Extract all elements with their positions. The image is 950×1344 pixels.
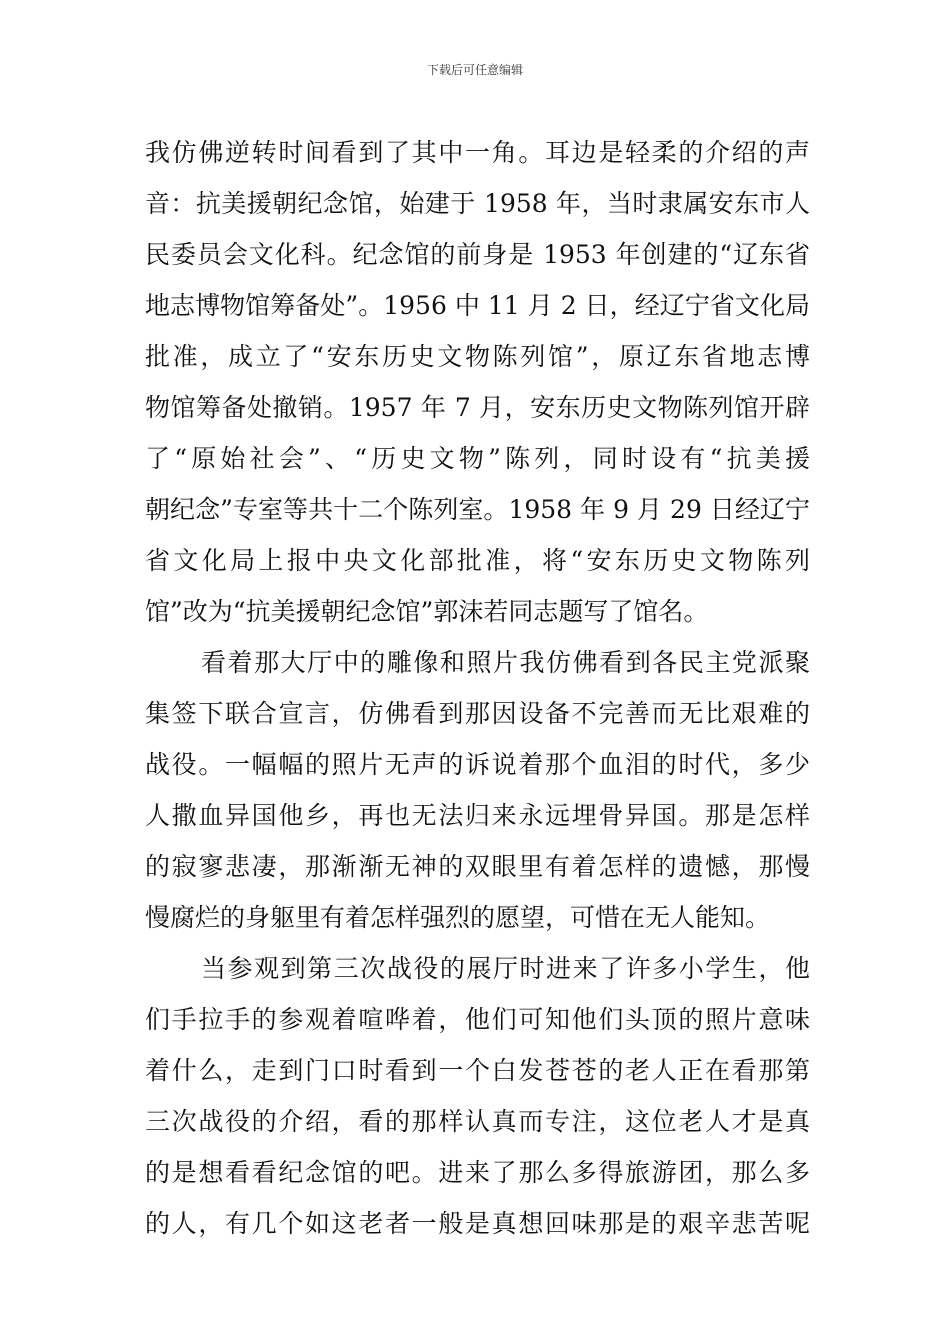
text-line: 我仿佛逆转时间看到了其中一角。耳边是轻柔的介绍的声: [145, 138, 810, 167]
document-body: [145, 127, 810, 1249]
text-line: 馆”改为“抗美援朝纪念馆”郭沫若同志题写了馆名。: [145, 597, 709, 626]
text-line: 战役。一幅幅的照片无声的诉说着那个血泪的时代，多少: [145, 750, 810, 779]
text-line: 省文化局上报中央文化部批准，将“安东历史文物陈列: [145, 546, 810, 575]
text-line: 的人，有几个如这老者一般是真想回味那是的艰辛悲苦呢: [145, 1209, 810, 1238]
text-line: 着什么，走到门口时看到一个白发苍苍的老人正在看那第: [145, 1056, 810, 1085]
text-line: 物馆筹备处撤销。1957 年 7 月，安东历史文物陈列馆开辟: [145, 393, 810, 422]
text-line: 当参观到第三次战役的展厅时进来了许多小学生，他: [201, 954, 810, 983]
text-line: 的是想看看纪念馆的吧。进来了那么多得旅游团，那么多: [145, 1158, 810, 1187]
text-line: 地志博物馆筹备处”。1956 中 11 月 2 日，经辽宁省文化局: [145, 291, 810, 320]
text-line: 朝纪念”专室等共十二个陈列室。1958 年 9 月 29 日经辽宁: [145, 495, 810, 524]
text-line: 的寂寥悲凄，那渐渐无神的双眼里有着怎样的遗憾，那慢: [145, 852, 810, 881]
paragraph-3: [145, 943, 810, 1249]
text-line: 慢腐烂的身躯里有着怎样强烈的愿望，可惜在无人能知。: [145, 903, 771, 932]
text-line: 音：抗美援朝纪念馆，始建于 1958 年，当时隶属安东市人: [145, 189, 810, 218]
text-line: 三次战役的介绍，看的那样认真而专注，这位老人才是真: [145, 1107, 810, 1136]
paragraph-2: [145, 637, 810, 943]
text-line: 集签下联合宣言，仿佛看到那因设备不完善而无比艰难的: [145, 699, 810, 728]
text-line: 民委员会文化科。纪念馆的前身是 1953 年创建的“辽东省: [145, 240, 810, 269]
text-line: 了“原始社会”、“历史文物”陈列，同时设有“抗美援: [145, 444, 810, 473]
page-header: 下载后可任意编辑: [426, 63, 523, 77]
text-line: 人撒血异国他乡，再也无法归来永远埋骨异国。那是怎样: [145, 801, 810, 830]
text-line: 批准，成立了“安东历史文物陈列馆”，原辽东省地志博: [145, 342, 810, 371]
paragraph-1: [145, 127, 810, 637]
text-line: 看着那大厅中的雕像和照片我仿佛看到各民主党派聚: [201, 648, 810, 677]
text-line: 们手拉手的参观着喧哗着，他们可知他们头顶的照片意味: [145, 1005, 810, 1034]
